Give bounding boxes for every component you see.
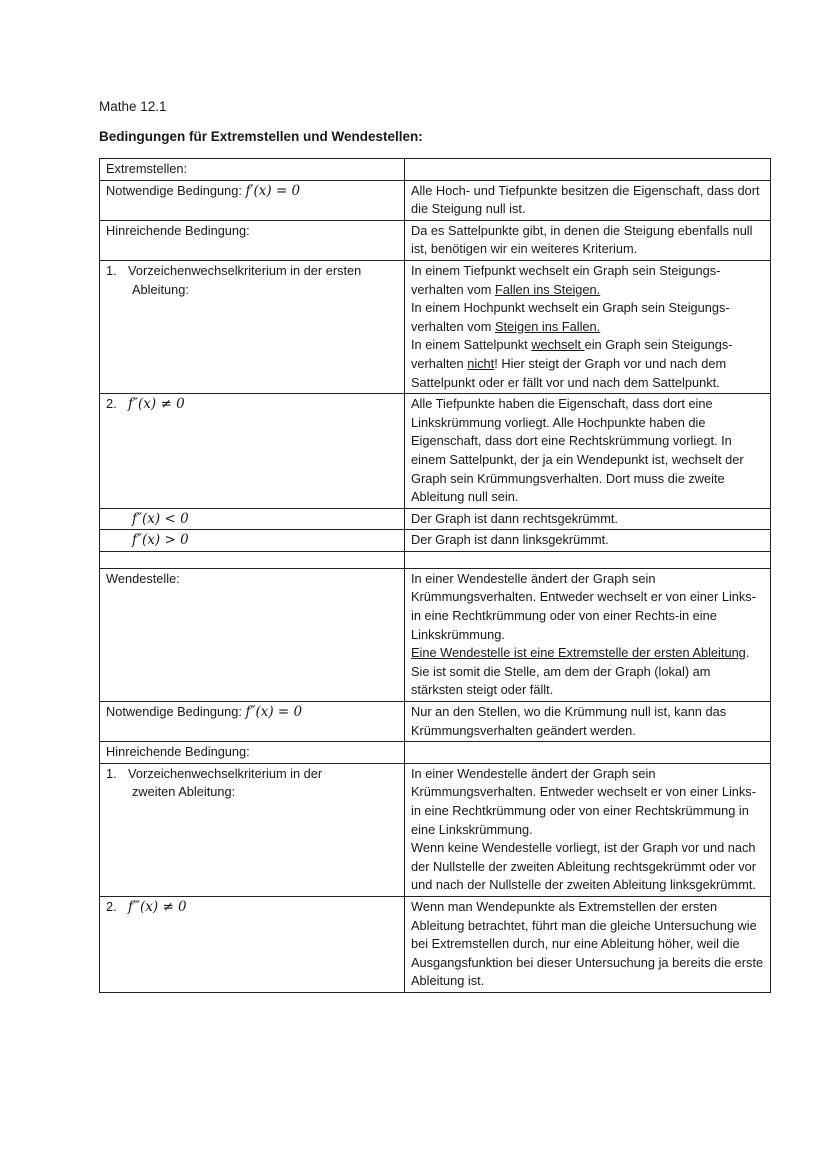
empty-cell [405, 159, 771, 181]
text-part: In einer Wendestelle ändert der Graph sein Krümmungsverhalten. Entweder wechselt er von einer Links- in eine Rechtkrümmung oder von einer Rechts-in eine Linkskrümmung. [411, 570, 756, 642]
label-text: Notwendige Bedingung: [106, 182, 246, 198]
dritte-ableitung-label [100, 896, 405, 992]
vorzeichenwechsel-label [100, 260, 405, 393]
conditions-table [99, 158, 771, 993]
table-row [100, 896, 771, 992]
table-row [100, 394, 771, 509]
spacer-row [100, 551, 771, 568]
list-number: 1. [106, 262, 117, 278]
zweite-ableitung-text: Alle Tiefpunkte haben die Eigenschaft, dass dort eine Linkskrümmung vorliegt. Alle Hochpunkte haben die Eigenschaft, dass dort eine Rechtskrümmung vorliegt. In einem Sattelpunkt, der ja ein Wendepunkt ist, wechselt der Graph sein Krümmungsverhalten. Dort muss die zweite Ableitung null sein. [405, 394, 771, 509]
underlined-text: nicht [467, 355, 495, 371]
section-label-extremstellen: Extremstellen: [100, 159, 405, 181]
table-row [100, 763, 771, 896]
linksgekruemmt-label [100, 530, 405, 552]
formula: f″(x) > 0 [132, 532, 189, 549]
label-line: Ableitung: [132, 281, 189, 297]
rechtsgekruemmt-label [100, 508, 405, 530]
document-heading: Bedingungen für Extremstellen und Wendestellen: [99, 129, 423, 144]
label-line: Vorzeichenwechselkriterium in der ersten [128, 262, 362, 278]
list-number: 2. [106, 396, 117, 412]
list-number: 1. [106, 765, 117, 781]
document-title: Mathe 12.1 [99, 99, 167, 114]
section-label-wendestelle: Wendestelle: [100, 568, 405, 701]
table-row [100, 180, 771, 220]
table-row [100, 530, 771, 552]
linksgekruemmt-text: Der Graph ist dann linksgekrümmt. [405, 530, 771, 552]
formula: f‴(x) ≠ 0 [128, 898, 187, 915]
hinreichende-bedingung-label: Hinreichende Bedingung: [100, 220, 405, 260]
text-part: Wenn keine Wendestelle vorliegt, ist der Graph vor und nach der Nullstelle der zweiten Ableitung rechtsgekrümmt oder vor und nach der Nullstelle der zweiten Ableitung linksgekrümmt. [411, 840, 756, 893]
text-part: ! Hier steigt der Graph vor und nach dem Sattelpunkt oder er fällt vor und nach dem Sattelpunkt. [411, 355, 727, 390]
table-row [100, 220, 771, 260]
table-row [100, 508, 771, 530]
formula: f″(x) = 0 [245, 704, 303, 721]
underlined-text: wechselt [531, 337, 585, 353]
zweite-ableitung-label [100, 394, 405, 509]
notwendige-bedingung-label [100, 180, 405, 220]
table-row [100, 702, 771, 742]
notwendige-bedingung-text: Nur an den Stellen, wo die Krümmung null ist, kann das Krümmungsverhalten geändert werden. [405, 702, 771, 742]
wendestelle-text [405, 568, 771, 701]
text-part: . Sie ist somit die Stelle, am dem der Graph (lokal) am stärksten steigt oder fällt. [411, 645, 750, 698]
notwendige-bedingung-label [100, 702, 405, 742]
underlined-text: Fallen ins Steigen. [494, 281, 601, 297]
rechtsgekruemmt-text: Der Graph ist dann rechtsgekrümmt. [405, 508, 771, 530]
label-line: zweiten Ableitung: [132, 784, 236, 800]
notwendige-bedingung-text: Alle Hoch- und Tiefpunkte besitzen die Eigenschaft, dass dort die Steigung null ist. [405, 180, 771, 220]
table-row [100, 742, 771, 764]
list-number: 2. [106, 898, 117, 914]
empty-cell [405, 742, 771, 764]
empty-cell [405, 551, 771, 568]
text-part: In einem Hochpunkt wechselt ein Graph sein Steigungs-verhalten vom [411, 300, 730, 334]
hinreichende-bedingung-label: Hinreichende Bedingung: [100, 742, 405, 764]
vorzeichenwechsel-text [405, 763, 771, 896]
empty-cell [100, 551, 405, 568]
text-part: In einem Sattelpunkt [411, 337, 532, 353]
dritte-ableitung-text: Wenn man Wendepunkte als Extremstellen der ersten Ableitung betrachtet, führt man die gleiche Untersuchung wie bei Extremstellen durch, nur eine Ableitung höher, weil die Ausgangsfunktion bei dieser Untersuchung ja bereits die erste Ableitung ist. [405, 896, 771, 992]
text-part: ein Graph sein Steigungs-verhalten [411, 337, 733, 371]
formula: f″(x) < 0 [132, 510, 189, 527]
underlined-text: Steigen ins Fallen. [494, 318, 601, 334]
text-part: In einem Tiefpunkt wechselt ein Graph sein Steigungs-verhalten vom [411, 262, 721, 297]
vorzeichenwechsel-label [100, 763, 405, 896]
hinreichende-bedingung-text: Da es Sattelpunkte gibt, in denen die Steigung ebenfalls null ist, benötigen wir ein weiteres Kriterium. [405, 220, 771, 260]
table-row [100, 568, 771, 701]
label-line: Vorzeichenwechselkriterium in der [128, 765, 323, 781]
table-row [100, 159, 771, 181]
table-row [100, 260, 771, 393]
label-text: Notwendige Bedingung: [106, 704, 246, 720]
text-part: In einer Wendestelle ändert der Graph sein Krümmungsverhalten. Entweder wechselt er von einer Links- in eine Rechtkrümmung oder von einer Rechtskrümmung in eine Linkskrümmung. [411, 765, 756, 837]
underlined-text: Eine Wendestelle ist eine Extremstelle der ersten Ableitung [411, 645, 746, 661]
vorzeichenwechsel-text [405, 260, 771, 393]
formula: f″(x) ≠ 0 [128, 396, 185, 413]
formula: f′(x) = 0 [245, 182, 301, 199]
